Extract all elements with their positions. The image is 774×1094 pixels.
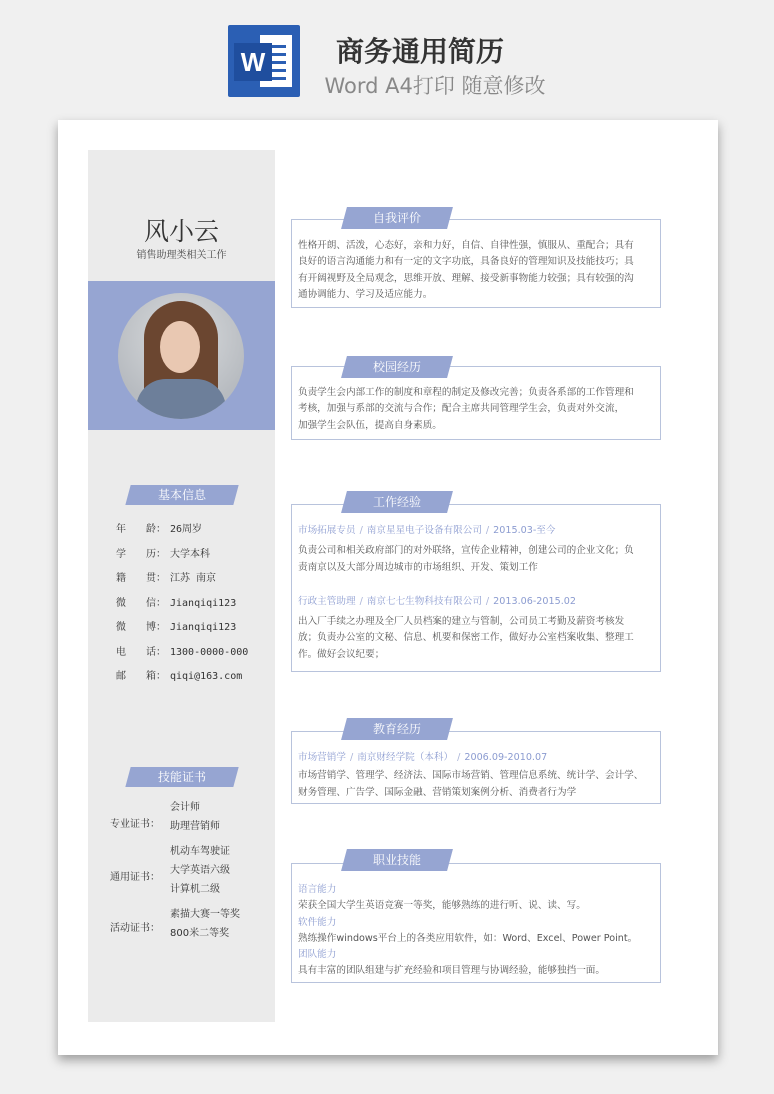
education-line: 市场营销学、管理学、经济法、国际市场营销、管理信息系统、统计学、会计学、 [298, 770, 644, 782]
cert-label-professional: 专业证书： [110, 819, 160, 830]
campus-line: 负责学生会内部工作的制度和章程的制定及修改完善；负责各系部的工作管理和 [298, 387, 634, 398]
job-objective: 销售助理类相关工作 [136, 250, 227, 261]
education-header: 市场营销学 / 南京财经学院（本科） / 2006.09-2010.07 [298, 752, 548, 763]
campus-heading: 校园经历 [341, 356, 453, 378]
cert-item: 计算机二级 [170, 884, 220, 895]
certs-heading: 技能证书 [125, 767, 238, 787]
self-eval-line: 通协调能力、学习及适应能力。 [298, 288, 433, 300]
skill-desc: 具有丰富的团队组建与扩充经验和项目管理与协调经验，能够独挡一面。 [298, 965, 605, 977]
skills-box [291, 863, 661, 983]
job-header: 市场拓展专员 / 南京星星电子设备有限公司 / 2015.03-至今 [298, 525, 556, 536]
info-row-hometown: 籍 贯： 江苏 南京 [116, 573, 217, 584]
info-row-wechat: 微 信： Jianqiqi123 [116, 598, 237, 609]
avatar [118, 293, 244, 419]
info-row-education: 学 历： 大学本科 [116, 549, 210, 560]
sidebar [88, 150, 275, 1022]
job-desc-line: 负责公司和相关政府部门的对外联络，宣传企业精神，创建公司的企业文化；负 [298, 545, 634, 557]
job-desc-line: 放；负责办公室的文秘、信息、机要和保密工作，做好办公室档案收集、整理工 [298, 632, 634, 644]
self-eval-heading: 自我评价 [341, 207, 453, 229]
photo-band [88, 281, 275, 430]
skill-desc: 荣获全国大学生英语竞赛一等奖，能够熟练的进行听、说、读、写。 [298, 900, 586, 912]
skill-title: 语言能力 [298, 884, 337, 895]
job-desc-line: 作。做好会议纪要； [298, 648, 385, 660]
resume-page [58, 120, 718, 1055]
job-desc-line: 责南京以及大部分周边城市的市场组织、开发、策划工作 [298, 561, 538, 573]
candidate-name: 风小云 [143, 217, 219, 246]
skill-title: 团队能力 [298, 949, 337, 961]
word-logo-letter: W [234, 43, 272, 81]
self-eval-line: 性格开朗、活泼，心态好，亲和力好，自信、自律性强，慎服从、重配合；具有 [298, 240, 634, 251]
job-desc-line: 出入厂手续之办理及全厂人员档案的建立与管制，公司员工考勤及薪资考核发 [298, 616, 625, 628]
info-row-age: 年 龄： 26周岁 [116, 524, 203, 535]
skill-title: 软件能力 [298, 916, 337, 928]
cert-item: 助理营销师 [170, 821, 220, 832]
cert-item: 素描大赛一等奖 [170, 909, 240, 920]
work-box [291, 504, 661, 672]
cert-item: 大学英语六级 [170, 865, 230, 876]
work-heading: 工作经验 [341, 491, 453, 513]
banner-title: 商务通用简历 [335, 35, 504, 68]
basic-info-heading: 基本信息 [125, 485, 238, 505]
cert-label-general: 通用证书： [110, 872, 160, 883]
education-heading: 教育经历 [341, 718, 453, 740]
info-row-phone: 电 话： 1300-0000-000 [116, 647, 249, 658]
info-row-weibo: 微 博： Jianqiqi123 [116, 622, 237, 633]
banner-subtitle: Word A4打印 随意修改 [324, 74, 546, 98]
job-header: 行政主管助理 / 南京七七生物科技有限公司 / 2013.06-2015.02 [298, 595, 576, 607]
education-line: 财务管理、广告学、国际金融、营销策划案例分析、消费者行为学 [298, 786, 577, 798]
skills-heading: 职业技能 [341, 849, 453, 871]
cert-item: 会计师 [170, 802, 200, 813]
info-row-email: 邮 箱： qiqi@163.com [116, 671, 243, 682]
campus-line: 加强学生会队伍，提高自身素质。 [298, 419, 442, 431]
self-eval-line: 有开阔视野及全局观念，思维开放、理解、接受新事物能力较强；具有较强的沟 [298, 272, 634, 284]
cert-item: 机动车驾驶证 [170, 846, 230, 857]
cert-label-activity: 活动证书： [110, 923, 160, 934]
self-eval-line: 良好的语言沟通能力和有一定的文字功底，具备良好的管理知识及技能技巧；具 [298, 256, 634, 268]
skill-desc: 熟练操作windows平台上的各类应用软件，如：Word、Excel、Power Point。 [298, 932, 638, 944]
cert-item: 800米二等奖 [170, 928, 230, 939]
education-box [291, 731, 661, 804]
word-icon [228, 25, 300, 97]
self-eval-box [291, 219, 661, 308]
campus-line: 考核，加强与系部的交流与合作；配合主席共同管理学生会，负责对外交流， [298, 403, 625, 415]
